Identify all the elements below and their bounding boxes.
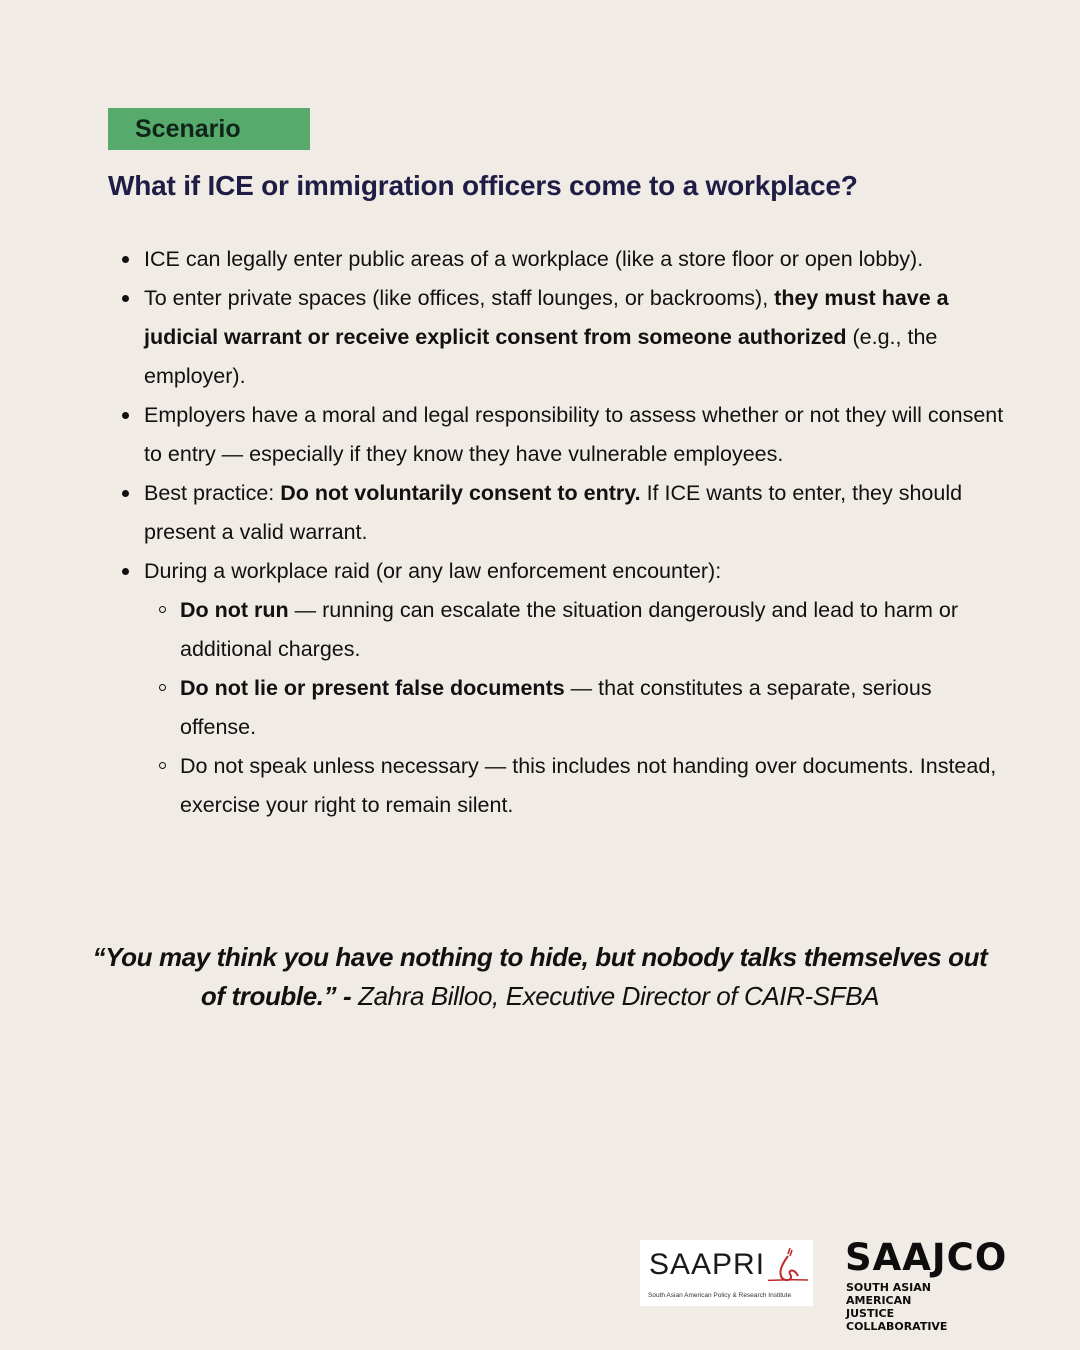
bullet-item <box>108 474 1008 552</box>
bullet-item <box>108 396 1008 474</box>
sub-bullet-bold-text: Do not lie or present false documents <box>180 676 565 700</box>
page-title: What if ICE or immigration officers come to a workplace? <box>108 170 858 201</box>
bullet-item <box>108 240 1008 279</box>
sub-bullet-item <box>144 747 1008 825</box>
sub-bullet-item <box>144 669 1008 747</box>
sub-bullet-bold-text: Do not run <box>180 598 289 622</box>
saajco-logo <box>845 1236 1008 1333</box>
sub-bullet-text: Do not speak unless necessary — this includes not handing over documents. Instead, exercise your right to remain silent. <box>180 754 997 817</box>
saapri-subtitle: South Asian American Policy & Research Institute <box>648 1292 792 1299</box>
saajco-wordmark: SAAJCO <box>845 1236 1008 1279</box>
bullet-bold-text: Do not voluntarily consent to entry. <box>280 481 641 505</box>
saajco-subtitle <box>846 1281 995 1333</box>
bullet-text: (e.g., the employer). <box>144 325 938 388</box>
quote <box>90 938 990 1016</box>
bullet-text: During a workplace raid (or any law enforcement encounter): <box>144 559 722 583</box>
bullet-text: Employers have a moral and legal responsibility to assess whether or not they will consent to entry — especially if they know they have vulnerable employees. <box>144 403 1004 466</box>
quote-attribution: Zahra Billoo, Executive Director of CAIR-SFBA <box>351 981 880 1011</box>
saapri-logo <box>640 1240 813 1306</box>
bullet-text: To enter private spaces (like offices, staff lounges, or backrooms), <box>144 286 775 310</box>
bullet-text: ICE can legally enter public areas of a workplace (like a store floor or open lobby). <box>144 247 924 271</box>
sub-bullet-item <box>144 591 1008 669</box>
saajco-subtitle-line2: JUSTICE COLLABORATIVE <box>846 1307 948 1333</box>
saajco-subtitle-line1: SOUTH ASIAN AMERICAN <box>846 1281 931 1307</box>
scenario-tag: Scenario <box>108 108 310 150</box>
sub-bullet-list <box>144 591 1008 825</box>
bullet-text: If ICE wants to enter, they should present a valid warrant. <box>144 481 963 544</box>
saapri-mark-icon <box>768 1244 808 1286</box>
bullet-text: Best practice: <box>144 481 281 505</box>
bullet-item <box>108 552 1008 825</box>
sub-bullet-text: — running can escalate the situation dangerously and lead to harm or additional charges. <box>180 598 958 661</box>
saapri-wordmark: SAAPRI <box>649 1248 766 1281</box>
bullet-list <box>108 240 1008 825</box>
quote-text: “You may think you have nothing to hide, but nobody talks themselves out of trouble.” - <box>92 942 988 1011</box>
bullet-bold-text: they must have a judicial warrant or receive explicit consent from someone authorized <box>144 286 949 349</box>
bullet-item <box>108 279 1008 396</box>
sub-bullet-text: — that constitutes a separate, serious offense. <box>180 676 932 739</box>
